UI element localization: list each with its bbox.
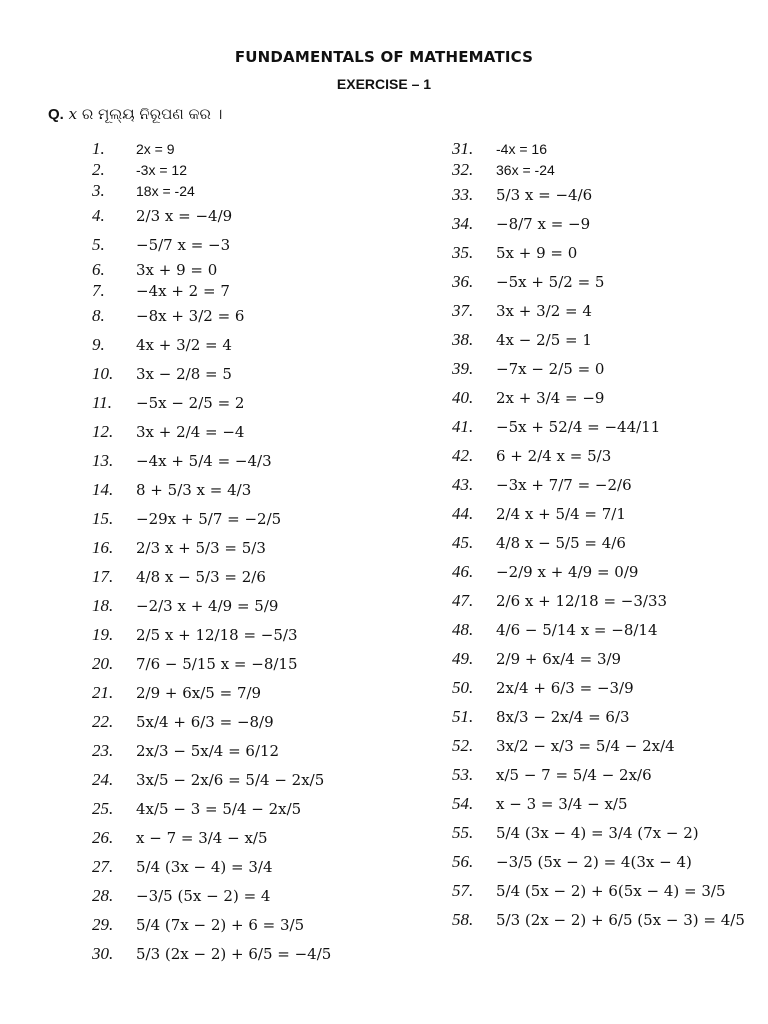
exercise-heading: EXERCISE – 1	[336, 76, 432, 92]
item-equation: 5/3 x = −4/6	[496, 185, 593, 204]
list-item	[92, 259, 331, 280]
item-equation: 8x/3 − 2x/4 = 6/3	[496, 707, 630, 726]
list-item	[452, 499, 745, 528]
item-equation: 18x = -24	[136, 182, 195, 199]
item-number: 5.	[92, 234, 105, 254]
item-equation: 3x/2 − x/3 = 5/4 − 2x/4	[496, 736, 675, 755]
list-item	[92, 910, 331, 939]
item-number: 25.	[92, 798, 114, 818]
item-number: 1.	[92, 138, 105, 158]
item-equation: -4x = 16	[496, 140, 547, 157]
item-equation: x − 3 = 3/4 − x/5	[496, 794, 628, 813]
list-item	[92, 330, 331, 359]
item-equation: 4x + 3/2 = 4	[136, 335, 232, 354]
item-equation: 8 + 5/3 x = 4/3	[136, 480, 252, 499]
list-item	[92, 649, 331, 678]
list-item	[92, 591, 331, 620]
item-number: 39.	[452, 358, 474, 378]
item-equation: 4/8 x − 5/3 = 2/6	[136, 567, 266, 586]
item-number: 23.	[92, 740, 114, 760]
list-item	[92, 159, 331, 180]
item-equation: −7x − 2/5 = 0	[496, 359, 605, 378]
item-equation: 3x + 9 = 0	[136, 260, 218, 279]
list-item	[452, 238, 745, 267]
item-number: 29.	[92, 914, 114, 934]
item-number: 35.	[452, 242, 474, 262]
item-number: 31.	[452, 138, 474, 158]
item-equation: −5x + 5/2 = 5	[496, 272, 605, 291]
item-number: 27.	[92, 856, 114, 876]
item-number: 40.	[452, 387, 474, 407]
item-number: 49.	[452, 648, 474, 668]
list-item	[452, 644, 745, 673]
item-number: 44.	[452, 503, 474, 523]
item-number: 10.	[92, 363, 114, 383]
list-item	[92, 939, 331, 968]
list-item	[92, 138, 331, 159]
list-item	[452, 138, 745, 159]
list-item	[92, 562, 331, 591]
item-equation: 5/4 (5x − 2) + 6(5x − 4) = 3/5	[496, 881, 726, 900]
list-item	[92, 736, 331, 765]
item-equation: −4x + 5/4 = −4/3	[136, 451, 272, 470]
item-equation: x − 7 = 3/4 − x/5	[136, 828, 268, 847]
list-item	[452, 760, 745, 789]
list-item	[92, 201, 331, 230]
item-equation: 6 + 2/4 x = 5/3	[496, 446, 612, 465]
list-item	[92, 475, 331, 504]
question-variable: x	[68, 105, 78, 123]
list-item	[452, 470, 745, 499]
item-number: 7.	[92, 280, 105, 300]
list-item	[452, 325, 745, 354]
item-equation: 5/4 (7x − 2) + 6 = 3/5	[136, 915, 305, 934]
item-number: 26.	[92, 827, 114, 847]
item-equation: −2/3 x + 4/9 = 5/9	[136, 596, 279, 615]
item-number: 36.	[452, 271, 474, 291]
item-equation: 5/4 (3x − 4) = 3/4 (7x − 2)	[496, 823, 699, 842]
list-item	[452, 209, 745, 238]
list-item	[92, 707, 331, 736]
item-equation: 36x = -24	[496, 161, 555, 178]
item-number: 45.	[452, 532, 474, 552]
item-equation: 2x/3 − 5x/4 = 6/12	[136, 741, 280, 760]
list-item	[92, 359, 331, 388]
item-number: 53.	[452, 764, 474, 784]
item-equation: −5x − 2/5 = 2	[136, 393, 245, 412]
item-number: 9.	[92, 334, 105, 354]
item-equation: 2x + 3/4 = −9	[496, 388, 605, 407]
item-number: 16.	[92, 537, 114, 557]
list-item	[452, 383, 745, 412]
item-equation: 2/9 + 6x/4 = 3/9	[496, 649, 622, 668]
list-item	[92, 417, 331, 446]
item-number: 33.	[452, 184, 474, 204]
question-line	[48, 105, 222, 123]
item-equation: 3x + 2/4 = −4	[136, 422, 245, 441]
item-number: 37.	[452, 300, 474, 320]
list-item	[452, 557, 745, 586]
item-number: 52.	[452, 735, 474, 755]
list-item	[452, 876, 745, 905]
list-item	[452, 159, 745, 180]
item-equation: −3/5 (5x − 2) = 4	[136, 886, 271, 905]
item-equation: 5x/4 + 6/3 = −8/9	[136, 712, 274, 731]
list-item	[92, 852, 331, 881]
item-equation: 5/3 (2x − 2) + 6/5 = −4/5	[136, 944, 332, 963]
list-item	[92, 301, 331, 330]
item-number: 47.	[452, 590, 474, 610]
item-number: 55.	[452, 822, 474, 842]
item-number: 4.	[92, 205, 105, 225]
item-number: 48.	[452, 619, 474, 639]
item-equation: 2/3 x + 5/3 = 5/3	[136, 538, 266, 557]
list-item	[452, 267, 745, 296]
item-number: 58.	[452, 909, 474, 929]
item-equation: 5/3 (2x − 2) + 6/5 (5x − 3) = 4/5	[496, 910, 745, 929]
item-number: 8.	[92, 305, 105, 325]
item-equation: −8/7 x = −9	[496, 214, 591, 233]
item-equation: 4/6 − 5/14 x = −8/14	[496, 620, 658, 639]
item-number: 20.	[92, 653, 114, 673]
item-equation: 3x − 2/8 = 5	[136, 364, 232, 383]
list-item	[92, 388, 331, 417]
item-equation: 3x + 3/2 = 4	[496, 301, 592, 320]
list-item	[452, 789, 745, 818]
item-equation: −5x + 52/4 = −44/11	[496, 417, 661, 436]
right-column	[452, 138, 745, 934]
item-number: 46.	[452, 561, 474, 581]
item-number: 43.	[452, 474, 474, 494]
item-equation: 2/5 x + 12/18 = −5/3	[136, 625, 298, 644]
item-equation: -3x = 12	[136, 161, 187, 178]
item-number: 13.	[92, 450, 114, 470]
list-item	[92, 881, 331, 910]
item-number: 3.	[92, 180, 105, 200]
list-item	[92, 794, 331, 823]
item-equation: −8x + 3/2 = 6	[136, 306, 245, 325]
list-item	[452, 818, 745, 847]
item-equation: 2/9 + 6x/5 = 7/9	[136, 683, 262, 702]
list-item	[92, 280, 331, 301]
list-item	[92, 504, 331, 533]
list-item	[452, 702, 745, 731]
list-item	[92, 446, 331, 475]
item-number: 38.	[452, 329, 474, 349]
item-number: 6.	[92, 259, 105, 279]
list-item	[92, 620, 331, 649]
item-equation: −4x + 2 = 7	[136, 281, 230, 300]
item-equation: 4x/5 − 3 = 5/4 − 2x/5	[136, 799, 302, 818]
item-equation: 2/4 x + 5/4 = 7/1	[496, 504, 626, 523]
item-number: 24.	[92, 769, 114, 789]
item-equation: 3x/5 − 2x/6 = 5/4 − 2x/5	[136, 770, 325, 789]
list-item	[452, 528, 745, 557]
list-item	[92, 180, 331, 201]
list-item	[452, 905, 745, 934]
item-number: 57.	[452, 880, 474, 900]
item-number: 41.	[452, 416, 474, 436]
list-item	[452, 180, 745, 209]
item-equation: −5/7 x = −3	[136, 235, 231, 254]
item-number: 18.	[92, 595, 114, 615]
item-equation: −2/9 x + 4/9 = 0/9	[496, 562, 639, 581]
list-item	[452, 847, 745, 876]
list-item	[452, 615, 745, 644]
question-text: ର ମୂଲ୍ୟ ନିରୂପଣ କର ।	[81, 105, 223, 123]
item-number: 54.	[452, 793, 474, 813]
item-equation: 2x/4 + 6/3 = −3/9	[496, 678, 634, 697]
item-number: 17.	[92, 566, 114, 586]
item-number: 2.	[92, 159, 105, 179]
item-equation: −3/5 (5x − 2) = 4(3x − 4)	[496, 852, 692, 871]
item-equation: x/5 − 7 = 5/4 − 2x/6	[496, 765, 652, 784]
list-item	[92, 230, 331, 259]
list-item	[92, 533, 331, 562]
item-equation: 7/6 − 5/15 x = −8/15	[136, 654, 298, 673]
list-item	[452, 412, 745, 441]
item-number: 34.	[452, 213, 474, 233]
left-column	[92, 138, 331, 968]
item-equation: 2x = 9	[136, 140, 175, 157]
item-number: 21.	[92, 682, 114, 702]
item-number: 42.	[452, 445, 474, 465]
item-number: 30.	[92, 943, 114, 963]
question-prefix: Q.	[48, 106, 64, 123]
item-number: 22.	[92, 711, 114, 731]
item-number: 56.	[452, 851, 474, 871]
list-item	[92, 823, 331, 852]
item-equation: 4x − 2/5 = 1	[496, 330, 592, 349]
item-equation: −3x + 7/7 = −2/6	[496, 475, 632, 494]
item-number: 28.	[92, 885, 114, 905]
item-number: 32.	[452, 159, 474, 179]
item-equation: 4/8 x − 5/5 = 4/6	[496, 533, 626, 552]
list-item	[452, 586, 745, 615]
item-number: 50.	[452, 677, 474, 697]
item-number: 15.	[92, 508, 114, 528]
item-equation: 2/3 x = −4/9	[136, 206, 233, 225]
item-number: 14.	[92, 479, 114, 499]
list-item	[452, 673, 745, 702]
item-equation: 5x + 9 = 0	[496, 243, 578, 262]
item-number: 19.	[92, 624, 114, 644]
list-item	[452, 296, 745, 325]
item-number: 12.	[92, 421, 114, 441]
list-item	[92, 765, 331, 794]
list-item	[452, 731, 745, 760]
list-item	[92, 678, 331, 707]
page-title: FUNDAMENTALS OF MATHEMATICS	[234, 48, 534, 66]
item-number: 11.	[92, 392, 112, 412]
list-item	[452, 354, 745, 383]
item-number: 51.	[452, 706, 474, 726]
list-item	[452, 441, 745, 470]
item-equation: 2/6 x + 12/18 = −3/33	[496, 591, 668, 610]
item-equation: −29x + 5/7 = −2/5	[136, 509, 282, 528]
item-equation: 5/4 (3x − 4) = 3/4	[136, 857, 273, 876]
